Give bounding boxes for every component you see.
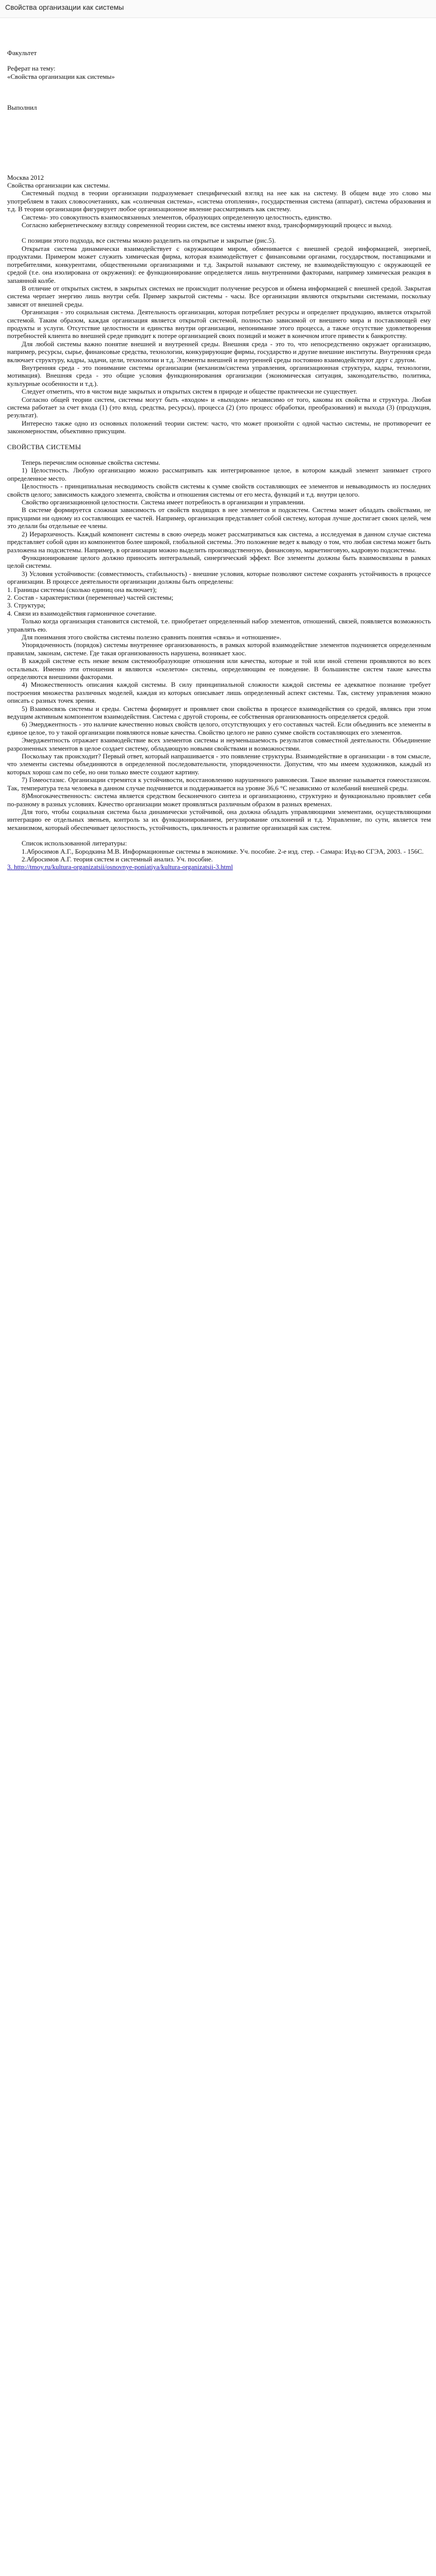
paragraph: Для того, чтобы социальная система была динамически устойчивой, она должна обладать управляющими элементами, осуществляющими интеграцию ее отдельных звеньев, контроль за их функционированием, регулирование отклонений и т.д. Управление, по сути, является тем механизмом, который обеспечивает целостность, устойчивость, цикличность и развитие организаций как систем.	[7, 807, 431, 832]
paragraph: Целостность - принципиальная несводимость свойств системы к сумме свойств составляющих ее элементов и невыводимость из последних свойств целого; зависимость каждого элемента, свойства и отношения системы от его места, функций и т.д. внутри целого.	[7, 482, 431, 498]
paragraph: Свойство организационной целостности. Система имеет потребность в организации и управлении.	[22, 498, 305, 506]
author-line: Выполнил	[7, 104, 37, 112]
paragraph: 7) Гомеостазис. Организации стремятся к устойчивости, восстановлению нарушенного равновесия. Такое явление называется гомеостазисом. Так, температура тела человека в данном случае подчиняется и поддерживается на уровне 36,6 °С независимо от колебаний внешней среды.	[7, 776, 431, 792]
paragraph: Эмерджентность отражает взаимодействие всех элементов системы и неуменьшаемость результатов совместной деятельности. Объединение разрозненных элементов в целое создает систему, обладающую новыми свойствами и возможностями.	[7, 736, 431, 752]
paragraph: 8)Многокачественность: система является средством бесконечного синтеза и организационно, структурно и функционально проявляет себя по-разному в разных условиях. Качество организации может проявляться различным образом в разных временах.	[7, 792, 431, 808]
paragraph: Список использованной литературы:	[22, 839, 127, 848]
paragraph: Теперь перечислим основные свойства системы.	[22, 459, 161, 467]
paragraph: Упорядоченность (порядок) системы внутреннее организованность, в рамках которой взаимодействие элементов подчиняется определенным правилам, законам, системе. Где такая организованность нарушена, возникает хаос.	[7, 641, 431, 657]
page	[0, 0, 436, 882]
paragraph: 5) Взаимосвязь системы и среды. Система формирует и проявляет свои свойства в процессе взаимодействия со средой, являясь при этом ведущим активным компонентом взаимодействия. Система с другой стороны, ее собственная организованность определяется средой.	[7, 704, 431, 721]
city-year: Москва 2012	[7, 173, 44, 181]
paragraph: 1.Абросимов А.Г., Бородкина М.В. Информационные системы в экономике. Уч. пособие. 2-е изд. стер. - Самара: Изд-во СГЭА, 2003. - 156С.	[22, 847, 424, 855]
paragraph: Для понимания этого свойства системы полезно сравнить понятия «связь» и «отношение».	[22, 633, 282, 641]
ref-line-2: «Свойства организации как системы»	[7, 72, 115, 80]
paragraph: Система- это совокупность взаимосвязанных элементов, образующих определенную целостность, единство.	[22, 213, 332, 221]
paragraph: 3) Условия устойчивости: (совместимость, стабильность) - внешние условия, которые позволяют системе сохранять устойчивость в процессе организации. В процессе деятельности организации должны быть определены:	[7, 569, 431, 586]
paragraph: Функционирование целого должно приносить интегральный, синергический эффект. Все элементы должны быть взаимосвязаны в рамках целой системы.	[7, 553, 431, 570]
document-flow	[7, 181, 431, 871]
paragraph: Согласно кибернетическому взгляду современной теории систем, все системы имеют вход, трансформирующий процесс и выход.	[22, 221, 393, 229]
paragraph: В системе формируется сложная зависимость от свойств входящих в нее элементов и подсистем. Система может обладать свойствами, не присущими ни одному из составляющих ее частей. Например, организация представляет собой систему, которая лучше достигает своих целей, чем это делали бы отдельные ее члены.	[7, 506, 431, 530]
list-item: 4. Связи из взаимодействия гармоничное сочетание.	[7, 609, 156, 617]
paragraph: 2.Абросимов А.Г. теория систем и системный анализ. Уч. пособие.	[22, 855, 213, 863]
reference-link[interactable]: 3. http://tmoy.ru/kultura-organizatsii/osnovnye-poniatiya/kultura-organizatsii-3.html	[7, 863, 233, 871]
paragraph: Только когда организация становится системой, т.е. приобретает определенный набор элементов, отношений, связей, появляется возможность управлять ею.	[7, 617, 431, 633]
page-title: Свойства организации как системы	[0, 0, 436, 18]
document-body	[0, 18, 436, 882]
paragraph: Интересно также одно из основных положений теории систем: часто, что может произойти с одной частью системы, не противоречит ее закономерностям, объективно присущим.	[7, 419, 431, 435]
paragraph: Системный подход в теории организации подразумевает специфический взгляд на нее как на систему. В общем виде это слово мы употребляем в таких словосочетаниях, как «солнечная система», «система отопления», государственная система (аппарат), система образования и т.д. В теории организации фигурирует любое организационное явление рассматривать как систему.	[7, 189, 431, 213]
section-heading: СВОЙСТВА СИСТЕМЫ	[7, 443, 81, 451]
section-title: Свойства организации как системы.	[7, 181, 110, 190]
paragraph: Организация - это социальная система. Деятельность организации, которая потребляет ресурсы и определяет продукцию, является открытой системой. Таким образом, каждая организация является открытой системой, полностью зависимой от внешнего мира и поставляющей ему продукты и услуги. Отсутствие целостности и единства внутри организации, непонимание этого процесса, а также отсутствие удовлетворения потребностей клиента во внешней среде приводит к потере организацией своих позиций и может в конечном итоге привести к банкротству.	[7, 308, 431, 340]
paragraph: В отличие от открытых систем, в закрытых системах не происходит получение ресурсов и обмена информацией с внешней средой. Закрытая система черпает энергию лишь внутри себя. Пример закрытой системы - часы. Все организации являются открытыми системами, поскольку зависят от внешней среды.	[7, 284, 431, 308]
list-item: 1. Границы системы (сколько единиц она включает);	[7, 585, 157, 594]
paragraph: 1) Целостность. Любую организацию можно рассматривать как интегрированное целое, в котором каждый элемент занимает строго определенное место.	[7, 466, 431, 482]
ref-line-1: Реферат на тему:	[7, 64, 56, 73]
list-item: 3. Структура;	[7, 601, 46, 609]
paragraph: В каждой системе есть некие веком системообразующие отношения или качества, которые и той или иной степени проявляются во всех остальных. Именно эти отношения и являются «скелетом» системы, определяющим ее поведение. В большинстве систем такие качества определяются внешними факторами.	[7, 657, 431, 681]
paragraph: 2) Иерархичность. Каждый компонент системы в свою очередь может рассматриваться как система, а исследуемая в данном случае система представляет собой один из компонентов более широкой, глобальной системы. Это положение ведет к выводу о том, что любая система может быть разложена на подсистемы. Например, в организации можно выделить производственную, финансовую, маркетинговую, кадровую подсистемы.	[7, 530, 431, 554]
paragraph: Следует отметить, что в чистом виде закрытых и открытых систем в природе и обществе практически не существует.	[22, 387, 357, 396]
paragraph: Согласно общей теории систем, системы могут быть «входом» и «выходом» независимо от того, каковы их свойства и структура. Любая система работает за счет входа (1) (это вход, средства, ресурсы), процесса (2) (это процесс обработки, преобразования) и выхода (3) (продукция, результат).	[7, 395, 431, 419]
paragraph: Внутренняя среда - это понимание системы организации (механизм/система управления, организационная структура, кадры, технологии, мотивация). Внешняя среда - это общие условия функционирования организации (экономическая ситуация, законодательство, политика, культурные особенности и т.д.).	[7, 363, 431, 387]
paragraph: Для любой системы важно понятие внешней и внутренней среды. Внешняя среда - это то, что непосредственно окружает организацию, например, ресурсы, сырье, финансовые средства, технологии, конкурирующие фирмы, государство и другие внешние институты. Внутренняя среда включает структуру, кадры, задачи, цели, технологии и т.д. Элементы внешней и внутренней среды постоянно взаимодействуют друг с другом.	[7, 340, 431, 364]
paragraph: Поскольку так происходит? Первый ответ, который напрашивается - это появление структуры. Взаимодействие в организации - в том смысле, что элементы системы объединяются в определенной последовательности, упорядоченности. Допустим, что мы имеем художников, каждый из которых хорош сам по себе, но они только вместе создают картину.	[7, 752, 431, 776]
paragraph: С позиции этого подхода, все системы можно разделить на открытые и закрытые (рис.5).	[22, 236, 276, 245]
paragraph: Открытая система динамически взаимодействует с окружающим миром, обменивается с внешней средой информацией, энергией, продуктами. Примером может служить химическая фирма, которая взаимодействует с финансовыми органами, государством, поставщиками и потребителями, конкурентами, общественными организациями и т.д. Закрытой называют систему, не взаимодействующую с окружающей ее средой (т.е. она изолирована от окружения): ее функционирование определяется лишь внутренними факторами, например химическая реакция в запаянной колбе.	[7, 244, 431, 284]
paragraph: 4) Множественность описания каждой системы. В силу принципиальной сложности каждой системы ее адекватное познание требует построения множества различных моделей, каждая из которых описывает лишь определенный аспект системы. Так, систему управления можно описать с разных точек зрения.	[7, 681, 431, 705]
list-item: 2. Состав - характеристики (переменные) частей системы;	[7, 593, 173, 601]
bullet-list	[7, 586, 431, 618]
reference-item	[7, 863, 431, 871]
paragraph: 6) Эмерджентность - это наличие качественно новых свойств целого, отсутствующих у его составных частей. Если объединить все элементы в единое целое, то у такой организации появляются новые качества. Свойство целого не равно сумме свойств составляющих его элементов.	[7, 720, 431, 736]
faculty-line: Факультет	[7, 49, 37, 57]
